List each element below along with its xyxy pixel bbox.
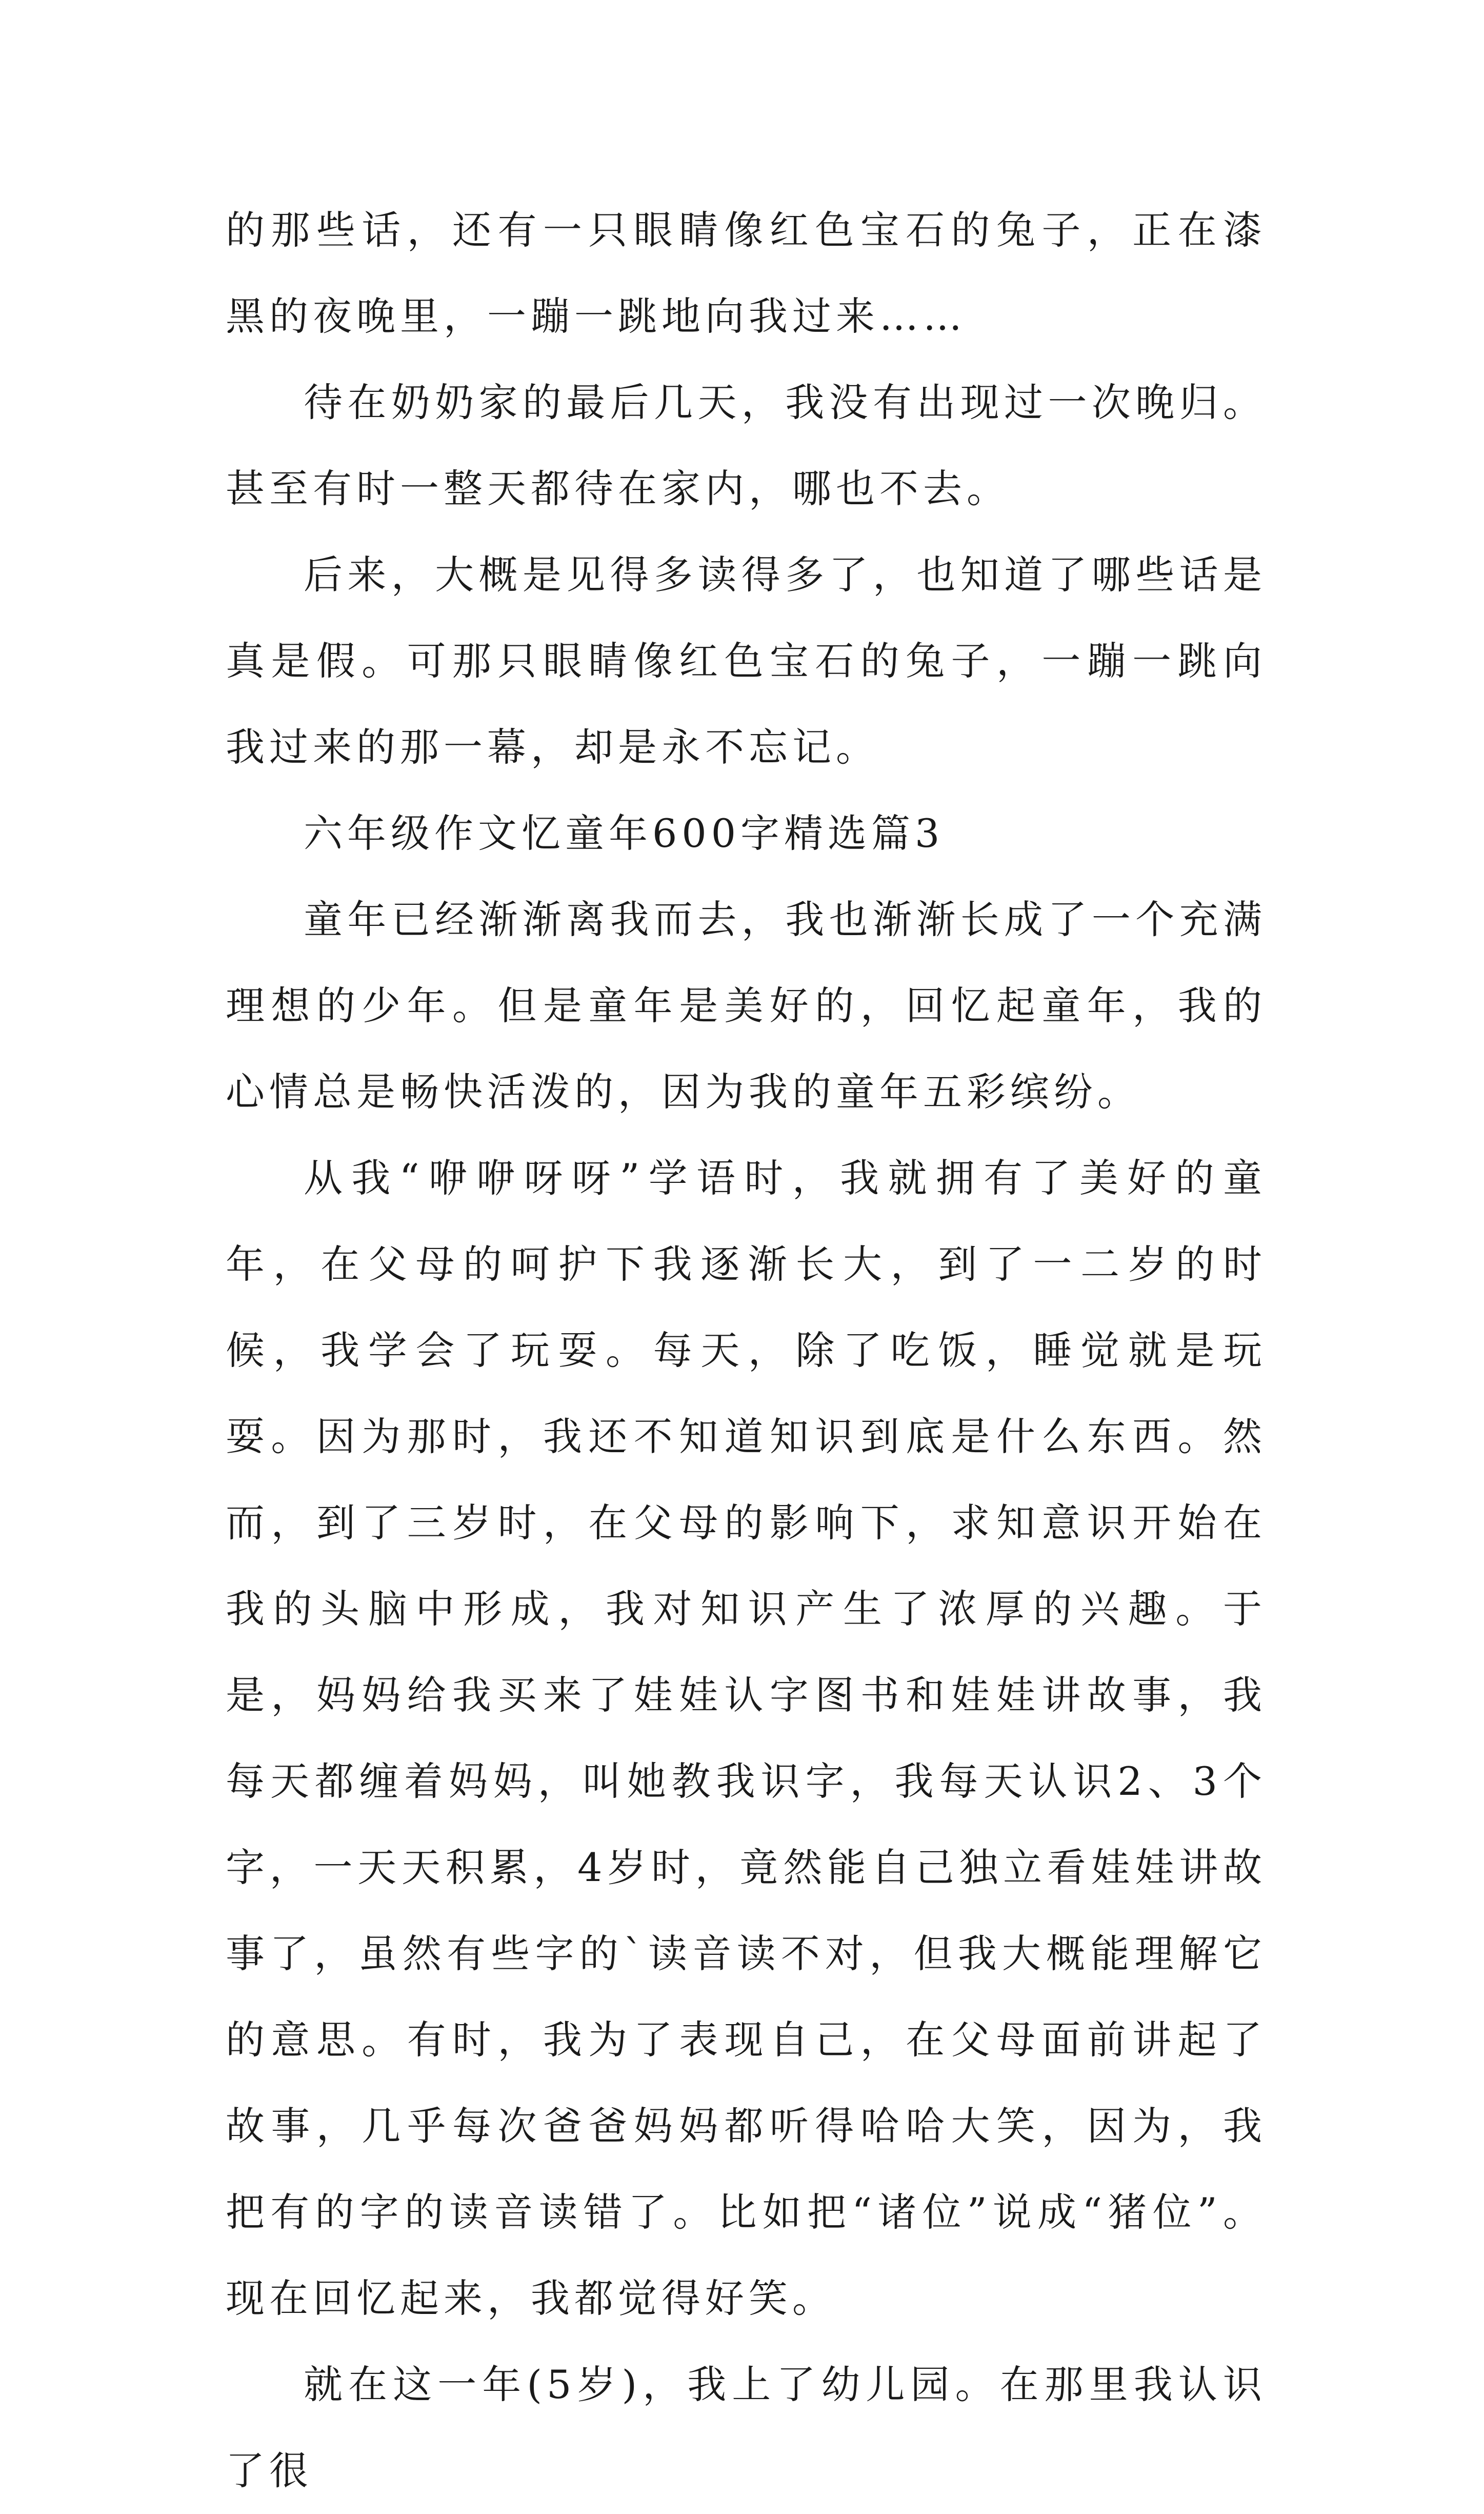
paragraph: 就在这一年(5岁)，我上了幼儿园。在那里我认识了很 xyxy=(226,2362,1267,2493)
paragraph: 待在奶奶家的最后几天，我没有出现过一次晚归。甚至有时一整天都待在家内，哪也不去。 xyxy=(226,380,1267,511)
paragraph: 童年已经渐渐离我而去，我也渐渐长成了一个充满理想的少年。但是童年是美好的，回忆起童年，我的心情总是畅快活泼的，因为我的童年五彩缤纷。 xyxy=(226,897,1267,1115)
document-body xyxy=(226,187,1267,2514)
paragraph: 从我“咿咿呀呀”学语时，我就拥有了美好的童年，在父母的呵护下我逐渐长大，到了一二岁的时候，我学会了玩耍。每天，除了吃饭，睡觉就是玩耍。因为那时，我还不知道知识到底是什么东西。然而，到了三岁时，在父母的影响下，求知意识开始在我的头脑中形成，我对知识产生了浓厚的兴趣。于是，妈妈给我买来了娃娃认字图书和娃娃讲故事，我每天都缠着妈妈，叫她教我识字，我每天认识2、3个字，一天天积累，4岁时，竟然能自己独立看娃娃讲故事了，虽然有些字的`读音读不对，但我大概能理解它的意思。有时，我为了表现自己，在父母面前讲起了故事，几乎每次爸爸妈妈都听得哈哈大笑，因为，我把有的字的读音读错了。比如把“诸位”说成“猪位”。现在回忆起来，我都觉得好笑。 xyxy=(226,1155,1267,2321)
paragraph: 后来，大概是见得多读得多了，也知道了哪些话是真是假。可那只眼睛像红色宝石的兔子，一蹦一跳向我过来的那一幕，却是永不忘记。 xyxy=(226,552,1267,770)
section-heading: 六年级作文忆童年600字精选篇3 xyxy=(304,810,945,856)
paragraph: 的那些话，还有一只眼睛像红色宝石的兔子，正在漆黑的夜晚里，一蹦一跳地向我过来…… xyxy=(226,207,1267,339)
